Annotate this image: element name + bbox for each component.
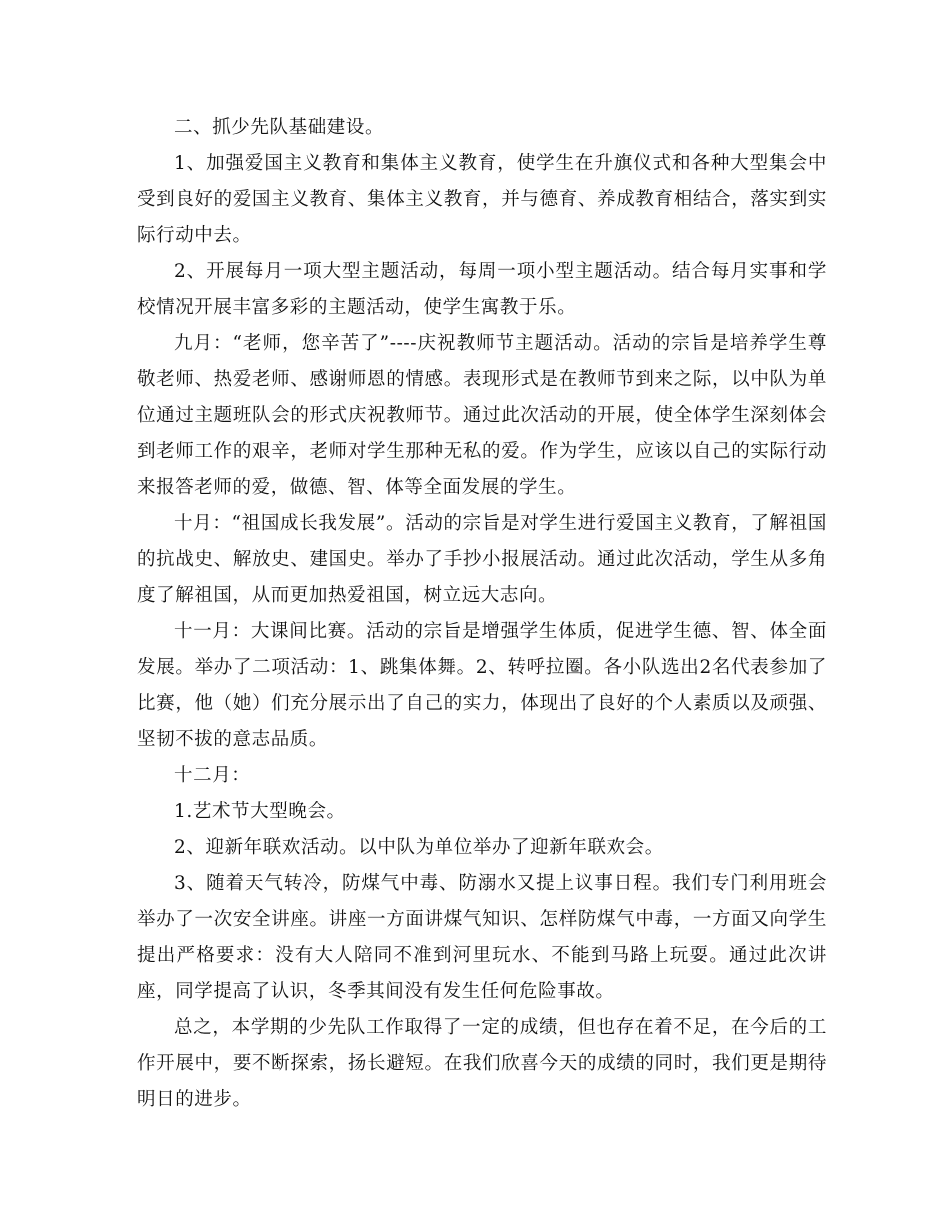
document-body: [137, 110, 827, 1118]
paragraph-september: 九月：“老师，您辛苦了”----庆祝教师节主题活动。活动的宗旨是培养学生尊敬老师、热爱老师、感谢师恩的情感。表现形式是在教师节到来之际，以中队为单位通过主题班队会的形式庆祝教师节。通过此次活动的开展，使全体学生深刻体会到老师工作的艰辛，老师对学生那种无私的爱。作为学生，应该以自己的实际行动来报答老师的爱，做德、智、体等全面发展的学生。: [137, 333, 827, 498]
paragraph-conclusion: 总之，本学期的少先队工作取得了一定的成绩，但也存在着不足，在今后的工作开展中，要不断探索，扬长避短。在我们欣喜今天的成绩的同时，我们更是期待明日的进步。: [137, 1017, 827, 1110]
paragraph-october: 十月：“祖国成长我发展”。活动的宗旨是对学生进行爱国主义教育，了解祖国的抗战史、解放史、建国史。举办了手抄小报展活动。通过此次活动，学生从多角度了解祖国，从而更加热爱祖国，树立远大志向。: [137, 513, 827, 606]
paragraph-december-item-2: 2、迎新年联欢活动。以中队为单位举办了迎新年联欢会。: [174, 837, 664, 858]
paragraph-december-item-3: 3、随着天气转冷，防煤气中毒、防溺水又提上议事日程。我们专门利用班会举办了一次安全讲座。讲座一方面讲煤气知识、怎样防煤气中毒，一方面又向学生提出严格要求：没有大人陪同不准到河里玩水、不能到马路上玩耍。通过此次讲座，同学提高了认识，冬季其间没有发生任何危险事故。: [137, 873, 827, 1002]
paragraph-december-item-1: 1.艺术节大型晚会。: [174, 801, 346, 822]
paragraph-november: 十一月：大课间比赛。活动的宗旨是增强学生体质，促进学生德、智、体全面发展。举办了二项活动：1、跳集体舞。2、转呼拉圈。各小队选出2名代表参加了比赛，他（她）们充分展示出了自己的实力，体现出了良好的个人素质以及顽强、坚韧不拔的意志品质。: [137, 621, 827, 750]
paragraph-patriotic-education: 1、加强爱国主义教育和集体主义教育，使学生在升旗仪式和各种大型集会中受到良好的爱国主义教育、集体主义教育，并与德育、养成教育相结合，落实到实际行动中去。: [137, 153, 827, 246]
paragraph-december-heading: 十二月：: [174, 765, 251, 786]
paragraph-monthly-activities: 2、开展每月一项大型主题活动，每周一项小型主题活动。结合每月实事和学校情况开展丰富多彩的主题活动，使学生寓教于乐。: [137, 261, 827, 318]
section-heading: 二、抓少先队基础建设。: [174, 117, 385, 138]
